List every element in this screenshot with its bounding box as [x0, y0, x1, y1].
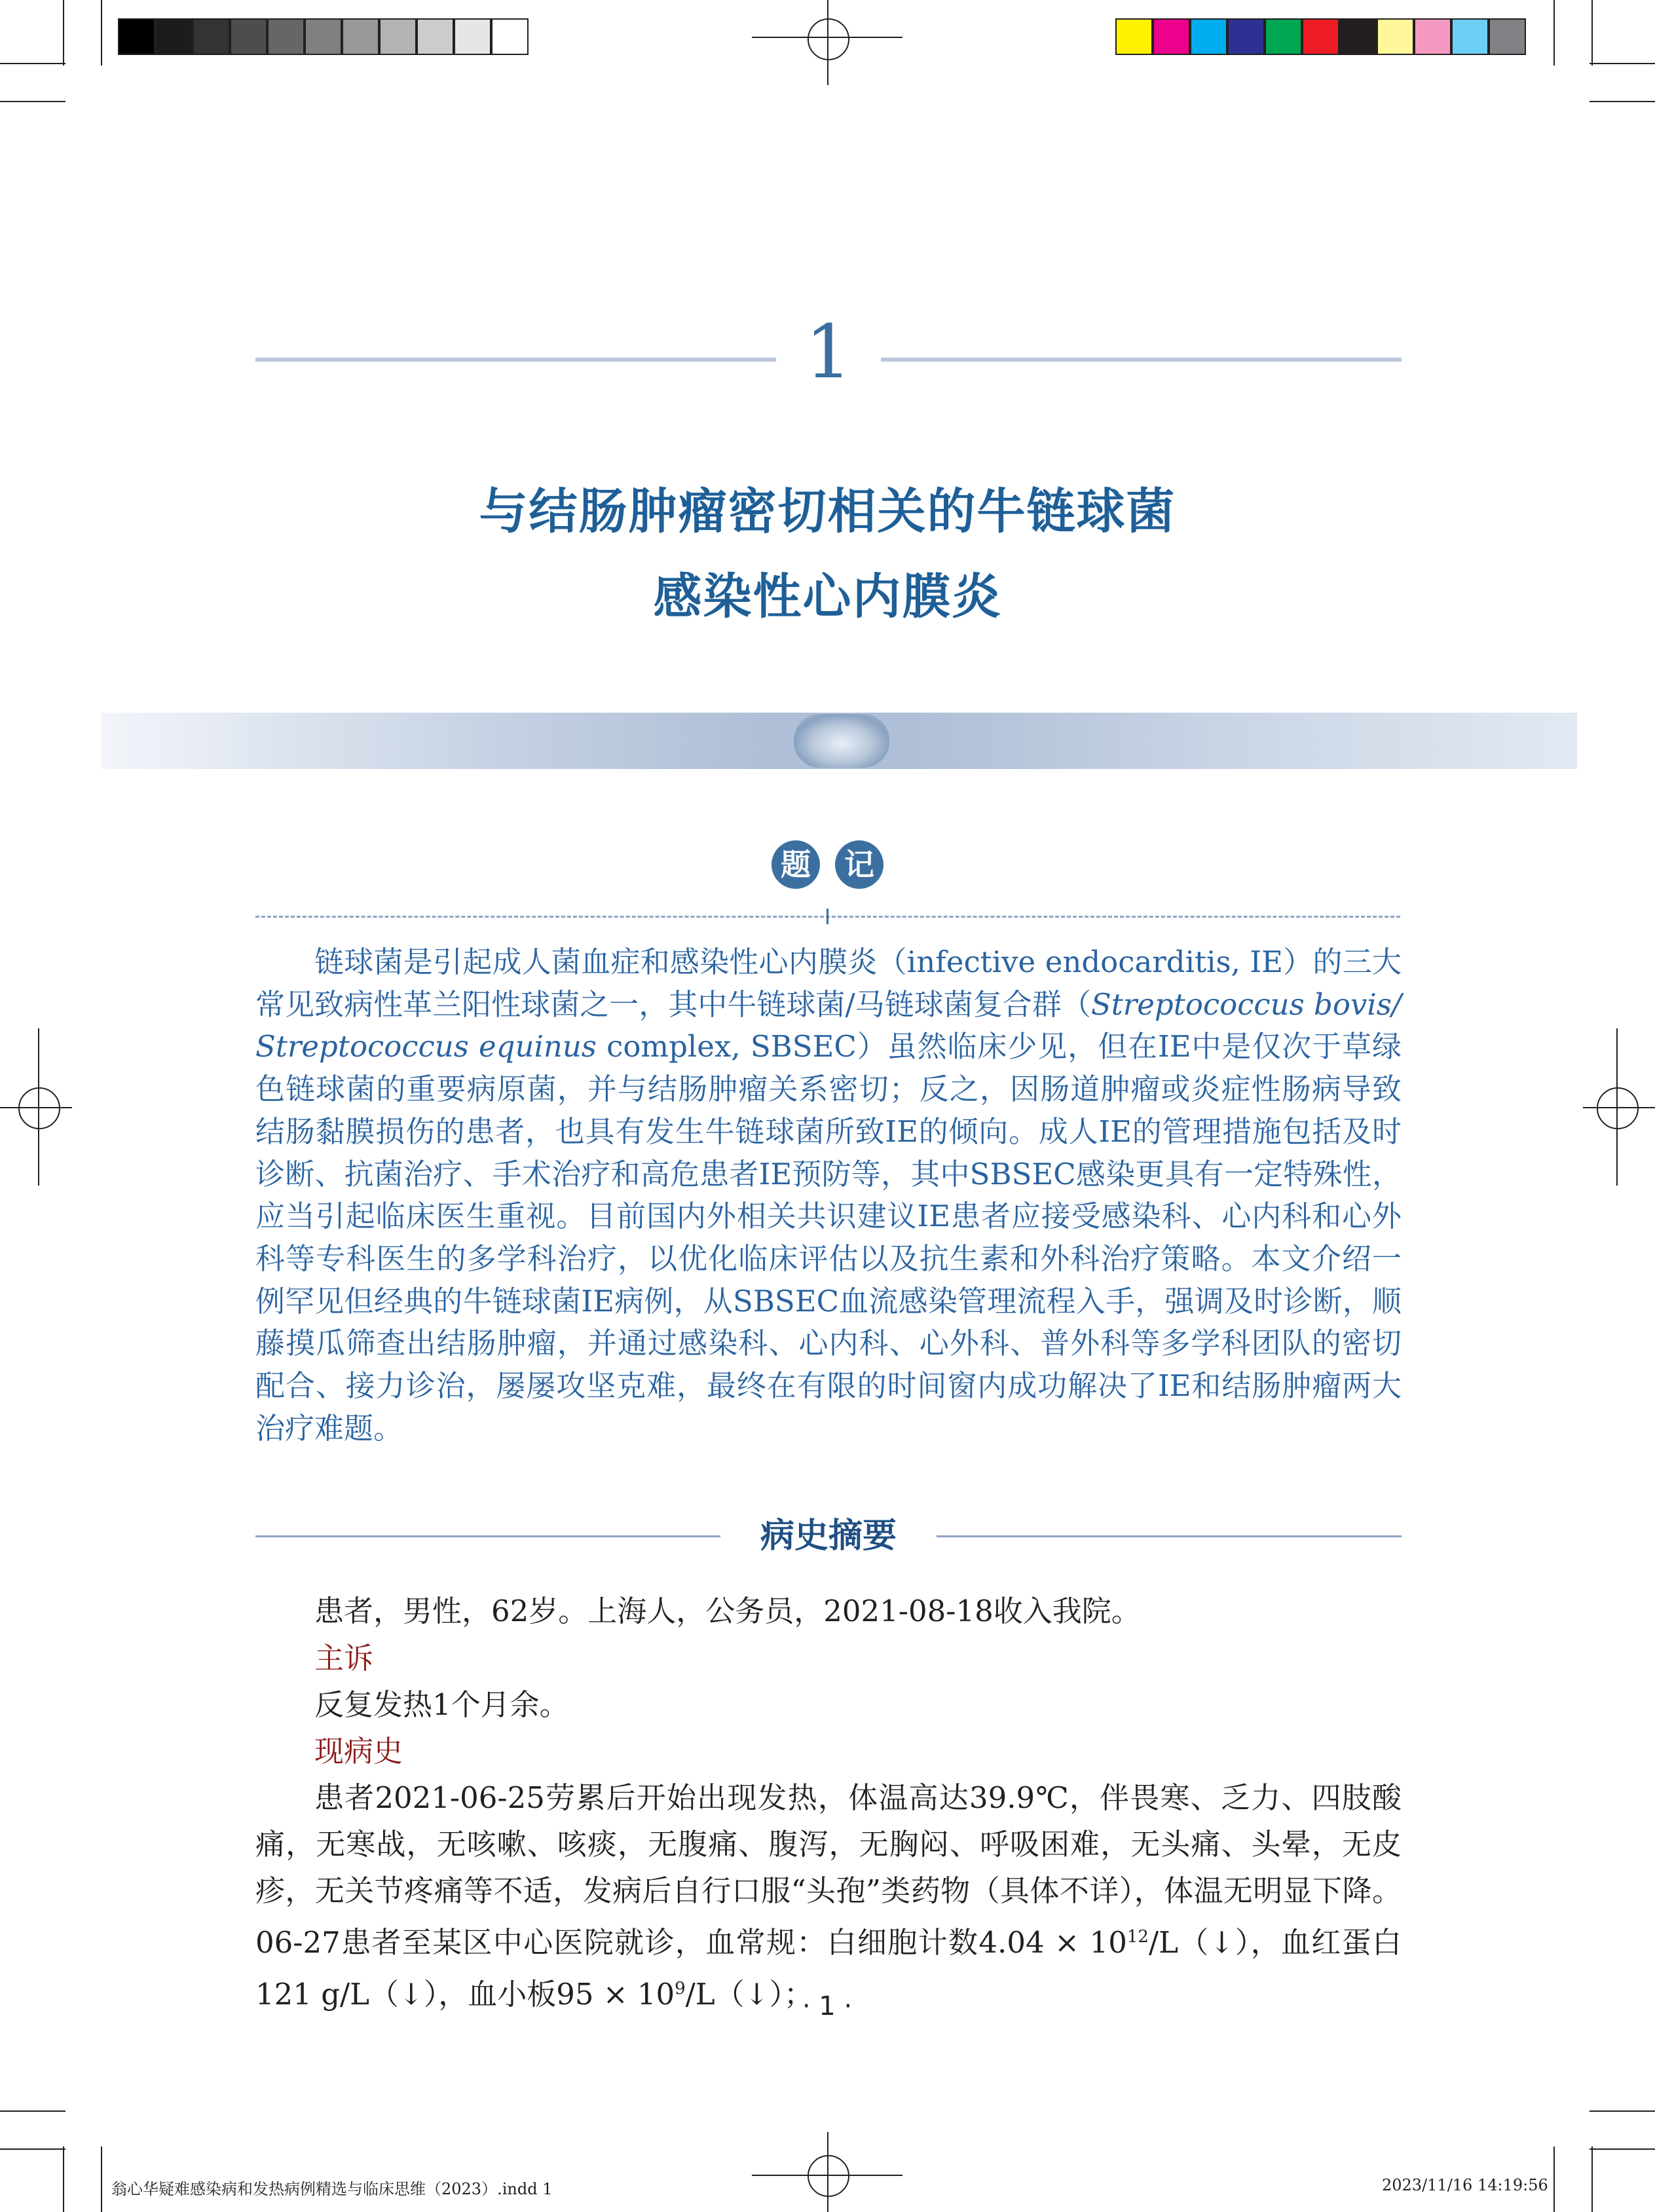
hpi-part3: /L（↓）；: [685, 1977, 813, 2012]
section-title: 病史摘要: [760, 1516, 897, 1556]
preface-text-part2: complex, SBSEC）虽然临床少见，但在IE中是仅次于草绿色链球菌的重要病原菌，并与结肠肿瘤关系密切；反之，因肠道肿瘤或炎症性肠病导致结肠黏膜损伤的患者，也具有发生牛链球菌所致IE的倾向。成人IE的管理措施包括及时诊断、抗菌治疗、手术治疗和高危患者IE预防等，其中SBSEC感染更具有一定特殊性，应当引起临床医生重视。目前国内外相关共识建议IE患者应接受感染科、心内科和心外科等专科医生的多学科治疗，以优化临床评估以及抗生素和外科治疗策略。本文介绍一例罕见但经典的牛链球菌IE病例，从SBSEC血流感染管理流程入手，强调及时诊断，顺藤摸瓜筛查出结肠肿瘤，并通过感染科、心内科、心外科、普外科等多学科团队的密切配合、接力诊治，屡屡攻坚克难，最终在有限的时间窗内成功解决了IE和结肠肿瘤两大治疗难题。: [255, 1029, 1402, 1446]
hpi-part1: 患者2021-06-25劳累后开始出现发热，体温高达39.9℃，伴畏寒、乏力、四肢酸痛，无寒战，无咳嗽、咳痰，无腹痛、腹泻，无胸闷、呼吸困难，无头痛、头晕，无皮疹，无关节疼痛等不适，发病后自行口服“头孢”类药物（具体不详），体温无明显下降。06-27患者至某区中心医院就诊，血常规：白细胞计数4.04 × 10: [255, 1780, 1402, 1960]
hpi-sup1: 12: [1126, 1927, 1149, 1947]
chief-complaint-text: 反复发热1个月余。: [314, 1687, 569, 1722]
chief-complaint-heading: 主诉: [314, 1641, 374, 1676]
title-line-1: 与结肠肿瘤密切相关的牛链球菌: [479, 483, 1176, 540]
preface-badge-ti: 题: [772, 840, 820, 889]
page-number: · 1 ·: [802, 1991, 853, 2021]
section-rule-left: [255, 1535, 720, 1537]
footer-filename: 翁心华疑难感染病和发热病例精选与临床思维（2023）.indd 1: [111, 2180, 553, 2198]
preface-text-italic: Streptococcus bovis/ Streptococcus equinus: [255, 986, 1402, 1064]
hpi-text: [255, 1774, 1402, 2017]
patient-intro: 患者，男性，62岁。上海人，公务员，2021-08-18收入我院。: [314, 1594, 1141, 1628]
chapter-rule-left: [255, 358, 776, 362]
chest-xray-image: [794, 714, 889, 768]
preface-badge-ji: 记: [835, 840, 883, 889]
title-line-2: 感染性心内膜炎: [653, 569, 1002, 625]
hpi-sup2: 9: [675, 1979, 686, 1998]
section-rule-right: [937, 1535, 1402, 1537]
preface-rule-tick: [827, 909, 828, 924]
grayscale-bar: [118, 18, 529, 55]
chapter-rule-right: [881, 358, 1402, 362]
preface-text-part1: 链球菌是引起成人菌血症和感染性心内膜炎（infective endocarditis, IE）的三大常见致病性革兰阳性球菌之一，其中牛链球菌/马链球菌复合群（: [255, 945, 1402, 1022]
footer-timestamp: 2023/11/16 14:19:56: [1382, 2176, 1548, 2194]
chapter-number: 1: [805, 310, 852, 395]
color-bar: [1115, 18, 1526, 55]
hpi-heading: 现病史: [314, 1734, 403, 1769]
hpi-part2: /L（↓），血红蛋白121 g/L（↓），血小板95 × 10: [255, 1925, 1402, 2012]
preface-text: [255, 941, 1402, 1450]
